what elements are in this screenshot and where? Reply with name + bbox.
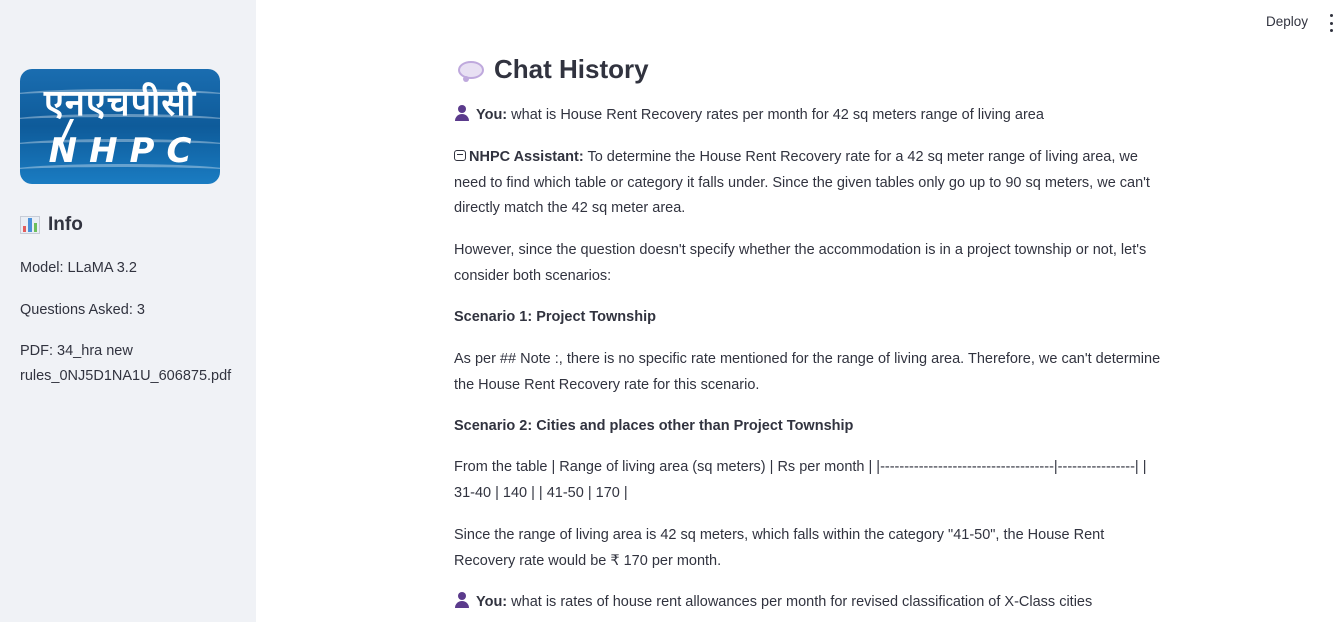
pdf-line-1: PDF: 34_hra new (20, 343, 133, 359)
table-text (454, 455, 1164, 506)
model-info: Model: LLaMA 3.2 (20, 260, 137, 276)
pdf-info (20, 339, 231, 389)
questions-count: Questions Asked: 3 (20, 302, 145, 318)
user-message (454, 103, 1164, 129)
pdf-line-2: rules_0NJ5D1NA1U_606875.pdf (20, 368, 232, 384)
chat-history-title: Chat History (494, 54, 649, 84)
user-label: You: (476, 594, 508, 610)
user-icon (454, 592, 470, 608)
speech-bubble-icon (458, 61, 484, 79)
nhpc-logo (20, 69, 220, 184)
scenario-2-heading (454, 414, 1164, 440)
logo-hindi-text: एनएचपीसी (43, 83, 197, 124)
main-menu-icon[interactable] (1326, 14, 1336, 32)
assistant-paragraph: However, since the question doesn't specify whether the accommodation is in a project township or not, let's consider both scenarios: (454, 242, 1147, 284)
assistant-message (454, 145, 1164, 222)
scenario-1-heading-text: Scenario 1: Project Township (454, 309, 656, 325)
user-label: You: (476, 107, 508, 123)
user-message (454, 590, 1164, 616)
bar-chart-icon (20, 216, 40, 234)
assistant-label: NHPC Assistant: (469, 149, 584, 165)
sidebar (0, 0, 256, 622)
user-icon (454, 105, 470, 121)
user-message-text: what is rates of house rent allowances per month for revised classification of X-Class cities (507, 594, 1093, 610)
info-heading (20, 214, 83, 236)
info-title: Info (48, 214, 83, 235)
scenario-2-heading-text: Scenario 2: Cities and places other than Project Township (454, 418, 854, 434)
deploy-button[interactable]: Deploy (1266, 14, 1309, 29)
table-text-line-2: 31-40 | 140 | | 41-50 | 170 | (454, 484, 628, 501)
page-title (458, 54, 649, 85)
robot-icon (454, 150, 466, 161)
logo-english-text: NHPC (48, 131, 204, 171)
user-message-text: what is House Rent Recovery rates per month for 42 sq meters range of living area (507, 107, 1044, 123)
assistant-paragraph: Since the range of living area is 42 sq meters, which falls within the category "41-50", the House Rent Recovery rate would be ₹ 170 per month. (454, 527, 1105, 569)
scenario-1-heading (454, 305, 1164, 331)
table-text-line-1: From the table | Range of living area (sq meters) | Rs per month | |------------------------------------|----------------| | (454, 459, 1147, 475)
assistant-paragraph: As per ## Note :, there is no specific rate mentioned for the range of living area. Therefore, we can't determine the House Rent Recovery rate for this scenario. (454, 351, 1161, 393)
assistant-message-text: To determine the House Rent Recovery rate for a 42 sq meter range of living area, we need to find which table or category it falls under. Since the given tables only go up to 90 sq meters, we can't directly match the 42 sq meter area. (454, 149, 1150, 216)
